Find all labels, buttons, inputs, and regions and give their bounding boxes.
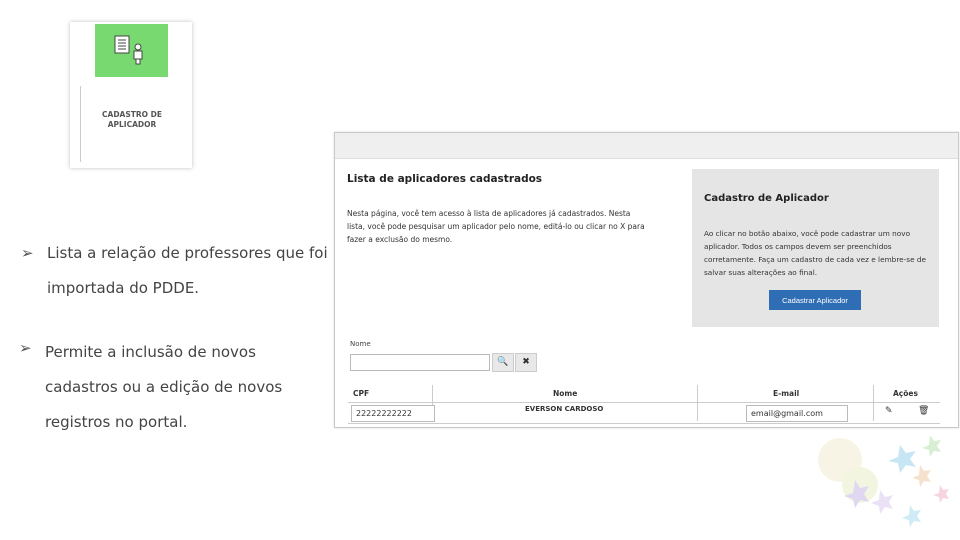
bullet-1-line2: importada do PDDE.: [47, 279, 200, 297]
cadastro-panel-text: Ao clicar no botão abaixo, você pode cadastrar um novo aplicador. Todos os campos devem ser preenchidos corretamente. Faça um cadastro de cada vez e lembre-se de salvar suas alterações ao final.: [704, 229, 927, 277]
card-icon-area: [95, 24, 168, 77]
search-button[interactable]: [492, 353, 514, 372]
card-label-line2: APLICADOR: [107, 120, 157, 129]
edit-icon[interactable]: ✎: [885, 406, 893, 416]
card-divider: [80, 86, 81, 162]
bullet-2-line2: cadastros ou a edição de novos: [45, 378, 283, 396]
bullet-2-line1: Permite a inclusão de novos: [45, 343, 256, 361]
bullet-2: [19, 335, 283, 440]
header-nome: Nome: [553, 389, 578, 398]
table-header: [348, 385, 940, 403]
table-row: [348, 403, 940, 424]
cadastro-panel: [692, 169, 939, 327]
header-email: E-mail: [773, 389, 800, 398]
page-description: Nesta página, você tem acesso à lista de aplicadores já cadastrados. Nesta lista, você pode pesquisar um aplicador pelo nome, editá-lo ou clicar no X para fazer a exclusão do mesmo.: [347, 209, 645, 244]
cpf-field[interactable]: 22222222222: [351, 405, 435, 422]
cadastrar-aplicador-button[interactable]: Cadastrar Aplicador: [769, 290, 861, 310]
bullet-1-line1: Lista a relação de professores que foi: [47, 244, 328, 262]
search-icon: 🔍: [497, 357, 509, 367]
card-label-line1: CADASTRO DE: [102, 110, 162, 119]
screenshot-top-bar: [335, 133, 958, 159]
card-label: [92, 110, 172, 130]
bullet-1: [21, 236, 328, 306]
arrow-bullet-icon: ➢: [21, 244, 34, 262]
clear-button[interactable]: [515, 353, 537, 372]
nome-cell: EVERSON CARDOSO: [525, 405, 604, 413]
aplicadores-screenshot: [334, 132, 959, 428]
document-user-icon: [113, 34, 149, 66]
cadastro-aplicador-card[interactable]: [70, 22, 192, 168]
email-field[interactable]: email@gmail.com: [746, 405, 848, 422]
decorative-flowers-icon: [810, 425, 960, 540]
bullet-2-line3: registros no portal.: [45, 413, 188, 431]
search-label: Nome: [350, 340, 371, 348]
close-icon: ✖: [522, 357, 530, 367]
trash-icon[interactable]: 🗑: [918, 406, 930, 416]
cadastro-panel-title: Cadastro de Aplicador: [704, 193, 829, 204]
arrow-bullet-icon: ➢: [19, 339, 32, 357]
page-title: Lista de aplicadores cadastrados: [347, 173, 543, 185]
search-input[interactable]: [350, 354, 490, 371]
header-acoes: Ações: [893, 389, 918, 398]
header-cpf: CPF: [353, 389, 370, 398]
